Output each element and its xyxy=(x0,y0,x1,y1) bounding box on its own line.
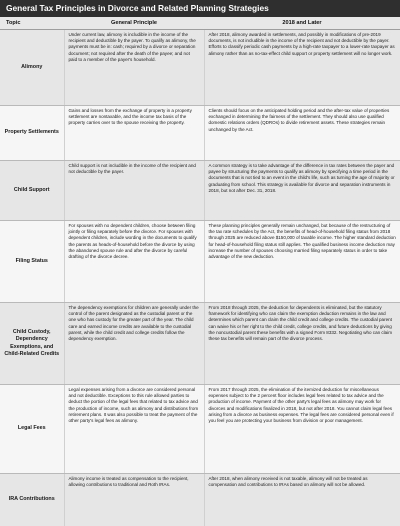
table-row xyxy=(0,303,400,385)
row-topic: Filing Status xyxy=(0,221,64,303)
row-general-principle: Alimony income is treated as compensation to the recipient, allowing contributions to traditional and Roth IRAs. xyxy=(64,474,204,526)
table-row xyxy=(0,385,400,474)
table-row xyxy=(0,161,400,221)
row-topic: IRA Contributions xyxy=(0,474,64,526)
column-header-2018-and-later: 2018 and Later xyxy=(204,17,400,30)
row-general-principle: Legal expenses arising from a divorce are considered personal and not deductible. Exceptions to this rule allowed parties to deduct the portion of the legal fees that related to tax advice and the production of income, such as alimony and distributions from retirement plans. It was also possible to treat the payment of the other party's legal fees as alimony. xyxy=(64,385,204,474)
row-general-principle: Under current law, alimony is includible in the income of the recipient and deductible by the payer. To qualify as alimony, the payments must be in: cash; required by a divorce or separation document; not required after the death of the payee; and not paid to a member of the payer's household. xyxy=(64,30,204,106)
row-topic: Alimony xyxy=(0,30,64,106)
row-2018-and-later: After 2018, alimony awarded in settlements, and possibly in modifications of pre-2019 documents, is not includible in the income of the recipient and not deductible by the payer. Efforts to classify periodic cash payments by a high-rate taxpayer to a lower-rate taxpayer as alimony rather than as no-tax-effect child support or property settlement will no longer work. xyxy=(204,30,400,106)
row-2018-and-later: These planning principles generally remain unchanged, but because of the restructuring of the tax rate schedules by the Act, the benefits of head-of-household filing status from 2018 through 2025 are reduced above $150,000 of taxable income. The higher standard deduction for head-of-household filing status still applies. The qualified business income deduction may increase the number of spouses choosing married filing separately status in order to take advantage of the new deduction. xyxy=(204,221,400,303)
row-general-principle: Gains and losses from the exchange of property in a property settlement are nontaxable, and the income tax basis of the property carries over to the spouse receiving the property. xyxy=(64,106,204,161)
row-2018-and-later: A common strategy is to take advantage of the difference in tax rates between the payer and payee by structuring the payments to qualify as alimony by specifying a time period in the documents that is not tied to an event in the child's life, such as turning the age of majority or graduating from school. This strategy is available for divorce and separation instruments in 2018, but not after Dec. 31, 2018. xyxy=(204,161,400,221)
row-topic: Child Custody, Dependency Exemptions, and Child-Related Credits xyxy=(0,303,64,385)
row-general-principle: For spouses with no dependent children, choose between filing jointly or filing separately before the divorce. For spouses with dependent children, include wording in the documents to qualify the parents as heads-of-household before the divorce by using the abandoned spouse rule and after the divorce by careful drafting of the divorce decree. xyxy=(64,221,204,303)
table-row xyxy=(0,474,400,526)
table-row xyxy=(0,30,400,106)
table-row xyxy=(0,106,400,161)
row-general-principle: Child support is not includible in the income of the recipient and not deductible by the payer. xyxy=(64,161,204,221)
table-row xyxy=(0,221,400,303)
row-2018-and-later: From 2018 through 2025, the deduction for dependents is eliminated, but the statutory framework for identifying who can claim the exemption deduction remains in the law and determines which parent can claim the child credit and college credits. The custodial parent can waive his or her right to the child credit, college credits, and future deductions by giving the noncustodial parent these benefits with a signed Form 8332. Negotiating who can claim these tax benefits will remain part of the divorce process. xyxy=(204,303,400,385)
row-2018-and-later: Clients should focus on the anticipated holding period and the after-tax value of properties exchanged in determining the fairness of the settlement. They should also use qualified domestic relations orders (QDROs) to divide retirement assets. These strategies remain unchanged by the Act. xyxy=(204,106,400,161)
column-header-topic: Topic xyxy=(0,17,64,30)
header-row xyxy=(0,17,400,30)
table-title: General Tax Principles in Divorce and Related Planning Strategies xyxy=(0,0,400,17)
tax-principles-table xyxy=(0,17,400,526)
row-topic: Child Support xyxy=(0,161,64,221)
row-topic: Legal Fees xyxy=(0,385,64,474)
column-header-general-principle: General Principle xyxy=(64,17,204,30)
row-topic: Property Settlements xyxy=(0,106,64,161)
row-2018-and-later: From 2017 through 2025, the elimination of the itemized deduction for miscellaneous expenses subject to the 2 percent floor includes legal fees related to tax advice and the production of income. Payment of the other party's legal fees as alimony may work for divorces and modifications finalized in 2018, but not after 2018. You cannot claim legal fees arising from a divorce as business expenses. The legal fees are considered personal even if you feel you are protecting your business from division or poor management. xyxy=(204,385,400,474)
row-2018-and-later: After 2018, when alimony received is not taxable, alimony will not be treated as compensation and contributions to IRAs based on alimony will not be allowed. xyxy=(204,474,400,526)
row-general-principle: The dependency exemptions for children are generally under the control of the parent designated as the custodial parent or the one who has custody for the greater part of the year. The child care and earned income credits are available to the custodial parent, while the child credit and college credits follow the dependency exemption. xyxy=(64,303,204,385)
